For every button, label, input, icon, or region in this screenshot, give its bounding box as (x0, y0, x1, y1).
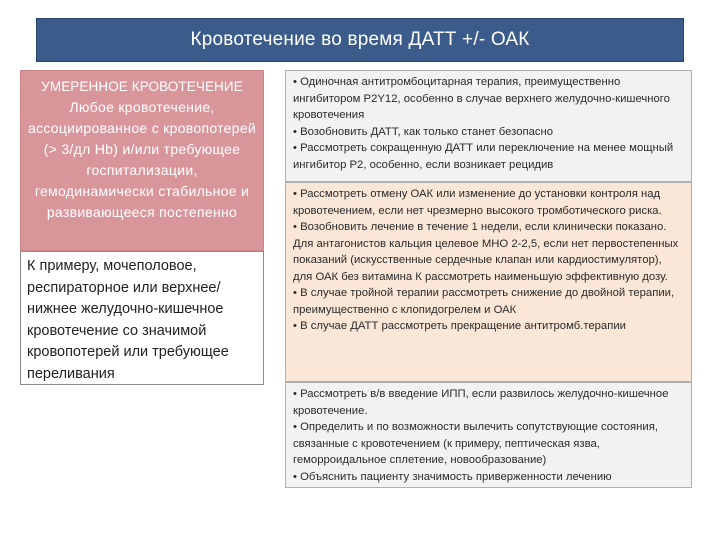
recommendation-item: • В случае тройной терапии рассмотреть снижение до двойной терапии, преимущественно с клопидогрелем и ОАК (293, 287, 675, 316)
recommendation-item: • Определить и по возможности вылечить сопутствующие состояния, связанные с кровотечением (к примеру, пептическая язва, геморроидальное сплетение, новообразование) (293, 421, 658, 466)
recommendation-item: • Рассмотреть сокращенную ДАТТ или переключение на менее мощный ингибитор P2, особенно, если возникает рецидив (293, 142, 674, 171)
recommendation-item: • Рассмотреть отмену ОАК или изменение до установки контроля над кровотечением, если нет чрезмерно высокого тромботического риска. (293, 188, 662, 217)
recommendation-item: • Одиночная антитромбоцитарная терапия, преимущественно ингибитором P2Y12, особенно в случае верхнего желудочно-кишечного кровотечения (293, 76, 670, 121)
recommendation-item: • Возобновить лечение в течение 1 недели, если клинически показано. Для антагонистов кальция целевое МНО 2-2,5, если нет первостепенных показаний (искусственные сердечные клапан или кардиостимулятор), для ОАК без витамина К рассмотреть наименьшую эффективную дозу. (293, 221, 679, 283)
recommendation-item: • Объяснить пациенту значимость приверженности лечению (293, 470, 612, 483)
recommendation-item: • Рассмотреть в/в введение ИПП, если развилось желудочно-кишечное кровотечение. (293, 388, 669, 417)
moderate-bleeding-definition: Любое кровотечение, ассоциированное с кровопотерей (> 3/дл Hb) и/или требующее госпитализации, гемодинамически стабильное и развивающееся постепенно (27, 99, 257, 220)
bleeding-example-box (20, 251, 264, 385)
anticoagulant-recommendations-box (285, 182, 692, 382)
slide-title (36, 18, 684, 62)
antiplatelet-recommendations-box (285, 70, 692, 182)
recommendation-item: • В случае ДАТТ рассмотреть прекращение антитромб.терапии (293, 320, 626, 332)
bleeding-example-text: К примеру, мочеполовое, респираторное или верхнее/нижнее желудочно-кишечное кровотечение со значимой кровопотерей или требующее переливания (27, 258, 229, 382)
moderate-bleeding-header (20, 70, 264, 251)
general-measures-box (285, 382, 692, 488)
recommendation-item: • Возобновить ДАТТ, как только станет безопасно (293, 125, 554, 138)
moderate-bleeding-heading: УМЕРЕННОЕ КРОВОТЕЧЕНИЕ (41, 79, 243, 94)
slide-title-text: Кровотечение во время ДАТТ +/- ОАК (190, 29, 530, 50)
